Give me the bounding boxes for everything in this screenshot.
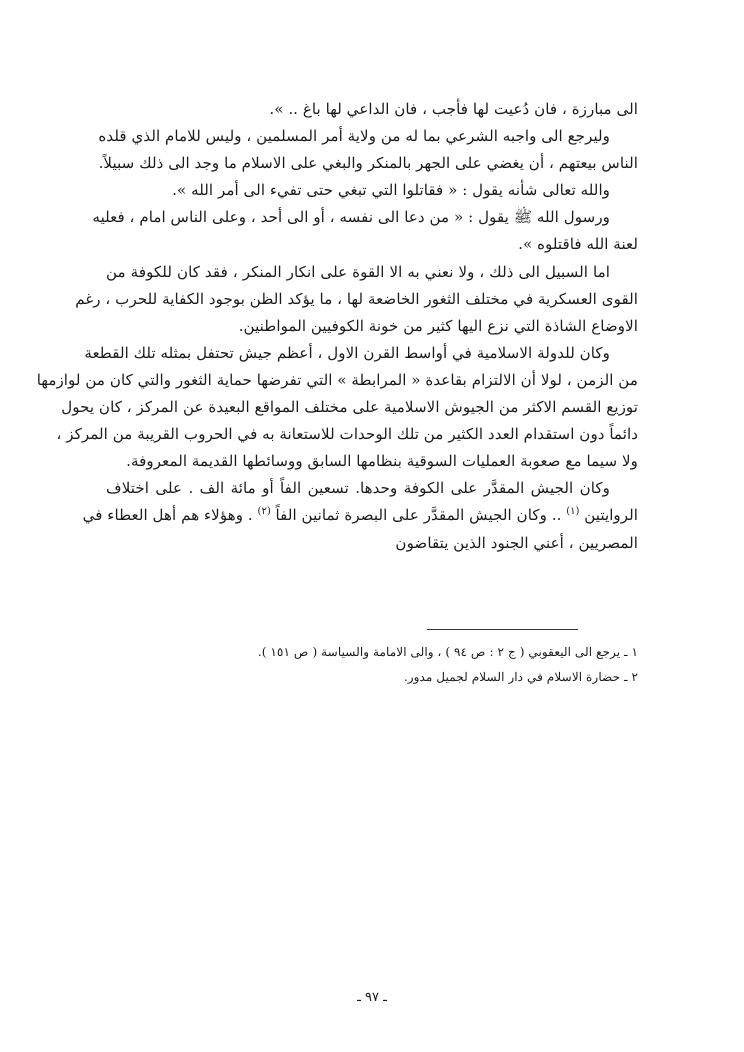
text-line: الى مبارزة ، فان دُعيت لها فأجب ، فان الداعي لها باغ .. ».: [269, 100, 638, 118]
text-line: دائماً دون استقدام العدد الكثير من تلك الوحدات للاستعانة به في الحروب القريبة من المركز ،: [56, 425, 638, 444]
text-line: وكان الجيش المقدَّر على الكوفة وحدها. تسعين الفاً أو مائة الف . على اختلاف: [106, 479, 610, 498]
text-line: المصريين ، أعني الجنود الذين يتقاضون: [395, 533, 638, 552]
text-line: الاوضاع الشاذة التي نزع اليها كثير من خونة الكوفيين المواطنين.: [238, 316, 638, 335]
page-number: ـ ٩٧ ـ: [357, 990, 387, 1005]
text-line: من الزمن ، لولا أن الالتزام بقاعدة « المرابطة » التي تفرضها حماية الثغور والتي كان من لوازمها: [36, 370, 638, 389]
text-fragment: الروايتين: [584, 506, 638, 525]
text-line: ورسول الله ﷺ يقول : « من دعا الى نفسه ، أو الى أحد ، وعلى الناس امام ، فعليه: [92, 208, 610, 227]
text-line: ولا سيما مع صعوبة العمليات السوقية بنظامها السابق ووسائطها القديمة المعروفة.: [126, 452, 638, 471]
text-line: وكان للدولة الاسلامية في أواسط القرن الاول ، أعظم جيش تحتفل بمثله تلك القطعة: [84, 343, 610, 362]
footnotes: [180, 640, 638, 690]
footnote-2: ٢ ـ حضارة الاسلام في دار السلام لجميل مدور.: [403, 670, 638, 684]
text-line: وليرجع الى واجبه الشرعي بما له من ولاية أمر المسلمين ، وليس للامام الذي قلده: [98, 127, 610, 146]
text-line: القوى العسكرية في مختلف الثغور الخاضعة لها ، ما يؤكد الظن بوجود الكفاية للحرب ، رغم: [75, 289, 638, 308]
text-line: اما السبيل الى ذلك ، ولا نعني به الا القوة على انكار المنكر ، فقد كان للكوفة من: [106, 262, 610, 281]
footnote-1: ١ ـ يرجع الى اليعقوبي ( ج ٢ : ص ٩٤ ) ، والى الامامة والسياسة ( ص ١٥١ ).: [257, 645, 638, 659]
footnote-ref-2[interactable]: (٢): [257, 506, 271, 518]
text-line: لعنة الله فاقتلوه ».: [518, 235, 638, 254]
text-fragment: .. وكان الجيش المقدَّر على البصرة ثمانين الفاً: [275, 506, 562, 525]
footnote-divider: [427, 629, 578, 630]
text-line: توزيع القسم الاكثر من الجيوش الاسلامية على مختلف المواقع البعيدة عن المركز ، كان يحول: [61, 398, 638, 417]
text-line: والله تعالى شأنه يقول : « فقاتلوا التي تبغي حتى تفيء الى أمر الله ».: [172, 181, 610, 200]
footnote-ref-1[interactable]: (١): [566, 506, 580, 518]
text-fragment: . وهؤلاء هم أهل العطاء في: [82, 506, 253, 525]
text-line: [82, 502, 638, 529]
text-line: الناس بيعتهم ، أن يغضي على الجهر بالمنكر والبغي على الاسلام ما وجد الى ذلك سبيلاً.: [98, 154, 638, 173]
body-text: [36, 96, 638, 557]
